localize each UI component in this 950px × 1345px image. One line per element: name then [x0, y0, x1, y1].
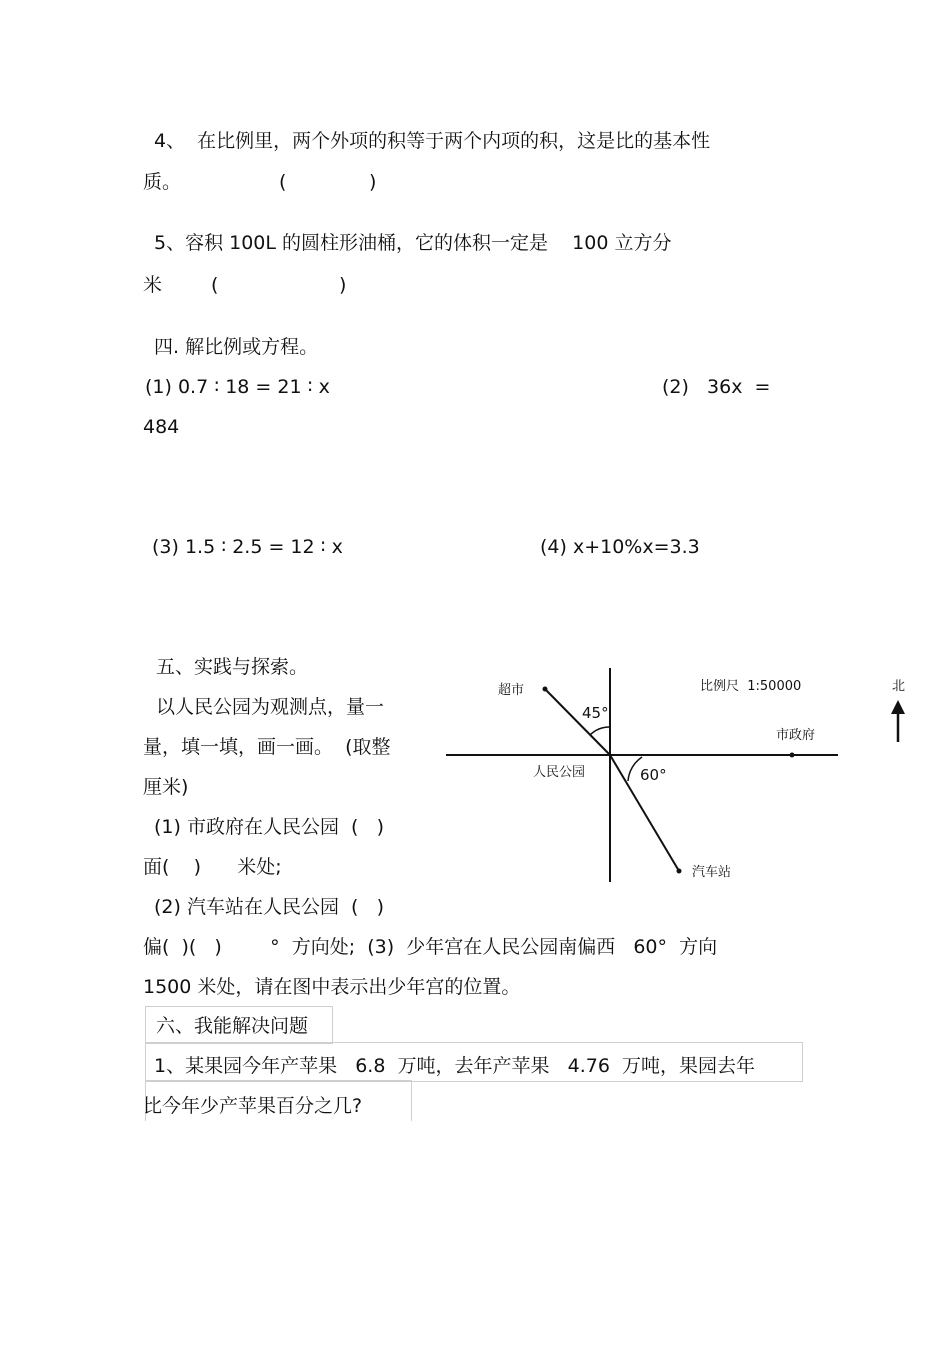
q4-line2: 质。	[143, 171, 182, 193]
equation-3: (3) 1.5 ∶ 2.5 = 12 ∶ x	[152, 536, 343, 558]
part3-line: 1500 米处，请在图中表示出少年宫的位置。	[143, 976, 521, 998]
part1-line1: (1) 市政府在人民公园 ( )	[154, 816, 384, 838]
map-label-park: 人民公园	[533, 765, 586, 780]
equation-4: (4) x+10%x=3.3	[540, 536, 700, 558]
section6-q1-line1: 1、某果园今年产苹果 6.8 万吨，去年产苹果 4.76 万吨，果园去年	[154, 1055, 756, 1077]
equation-2: (2) 36x =	[662, 376, 771, 398]
map-label-bus-station: 汽车站	[692, 865, 732, 880]
equation-1: (1) 0.7 ∶ 18 = 21 ∶ x	[145, 376, 330, 398]
ray-to-supermarket	[545, 689, 610, 755]
equation-2-continued: 484	[143, 416, 180, 438]
city-hall-point	[790, 753, 795, 758]
section6-q1-line2: 比今年少产苹果百分之几?	[143, 1095, 363, 1117]
section5-intro-line1: 以人民公园为观测点，量一	[156, 696, 385, 718]
q5-answer-paren-open: (	[211, 274, 219, 296]
q4-answer-paren-close: )	[369, 171, 377, 193]
section4-title: 四. 解比例或方程。	[154, 336, 319, 358]
angle-60-label: 60°	[640, 766, 667, 784]
north-arrow-icon	[891, 700, 905, 714]
q5-line2: 米	[143, 274, 163, 296]
supermarket-point	[543, 687, 548, 692]
angle-45-label: 45°	[582, 704, 609, 722]
part2-line1: (2) 汽车站在人民公园 ( )	[154, 896, 384, 918]
q4-answer-paren-open: (	[279, 171, 287, 193]
section5-intro-line3: 厘米)	[143, 776, 189, 798]
section5-title: 五、实践与探索。	[156, 656, 309, 678]
map-label-city-hall: 市政府	[776, 728, 816, 743]
q5-answer-paren-close: )	[339, 274, 347, 296]
q5-line1: 5、容积 100L 的圆柱形油桶，它的体积一定是 100 立方分	[154, 232, 672, 254]
section6-title: 六、我能解决问题	[156, 1015, 309, 1037]
map-scale: 比例尺 1:50000	[700, 679, 802, 694]
north-label: 北	[892, 679, 906, 694]
q4-line1: 4、 在比例里，两个外项的积等于两个内项的积，这是比的基本性	[154, 130, 711, 152]
map-label-supermarket: 超市	[498, 683, 525, 698]
angle-45-arc	[590, 727, 610, 735]
part1-line2: 面( ) 米处;	[143, 856, 282, 878]
part2-line2: 偏( )( ) ° 方向处; (3) 少年宫在人民公园南偏西 60° 方向	[143, 936, 718, 958]
bus-station-point	[677, 869, 682, 874]
section5-intro-line2: 量，填一填，画一画。 (取整	[143, 736, 391, 758]
